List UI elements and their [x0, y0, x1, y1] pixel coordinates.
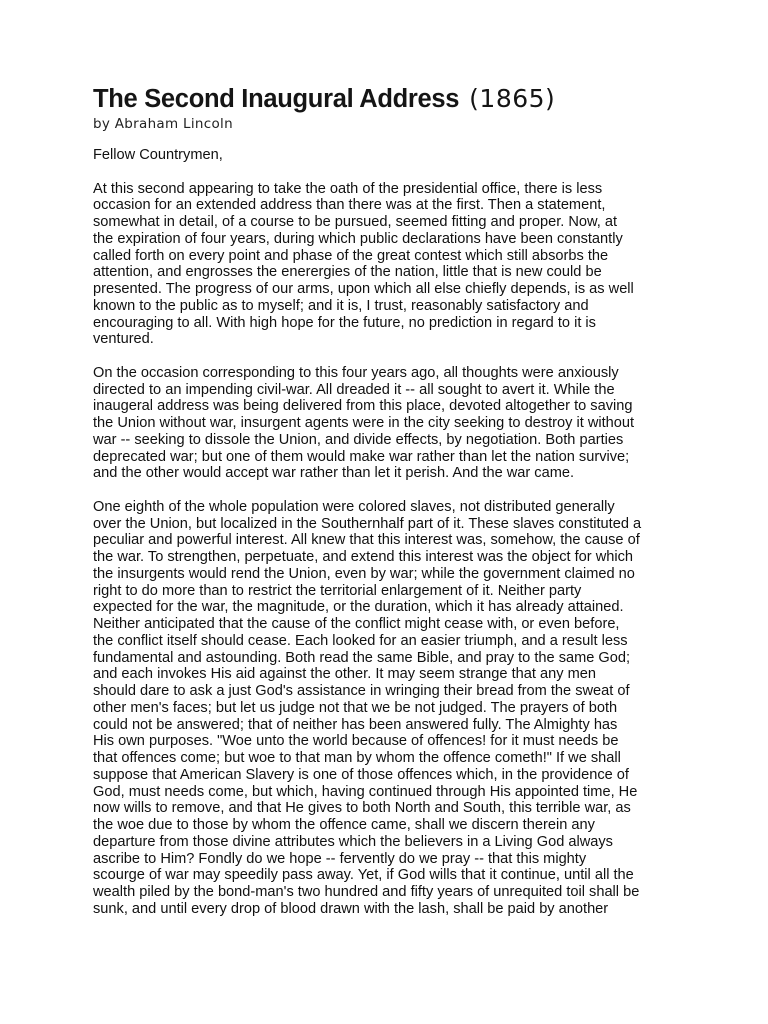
- paragraph: [93, 181, 683, 349]
- text-line: peculiar and powerful interest. All knew that this interest was, somehow, the cause of: [93, 532, 640, 549]
- text-line: the war. To strengthen, perpetuate, and extend this interest was the object for which: [93, 549, 634, 565]
- text-line: encouraging to all. With high hope for the future, no prediction in regard to it is: [93, 314, 596, 331]
- text-line: departure from those divine attributes which the believers in a Living God always: [93, 833, 613, 850]
- text-line: directed to an impending civil-war. All dreaded it -- all sought to avert it. While the: [93, 381, 615, 398]
- text-line: that offences come; but woe to that man by whom the offence cometh!" If we shall: [93, 750, 621, 766]
- text-line: presented. The progress of our arms, upon which all else chiefly depends, is as well: [93, 281, 634, 297]
- text-line: inaugeral address was being delivered from this place, devoted altogether to saving: [93, 398, 633, 415]
- salutation: Fellow Countrymen,: [93, 147, 223, 163]
- text-line: other men's faces; but let us judge not that we be not judged. The prayers of both: [93, 699, 618, 716]
- text-line: fundamental and astounding. Both read the same Bible, and pray to the same God;: [93, 649, 631, 666]
- text-line: the insurgents would rend the Union, even by war; while the government claimed no: [93, 565, 635, 582]
- text-line: ventured.: [93, 331, 154, 348]
- text-line: expected for the war, the magnitude, or the duration, which it has already attained.: [93, 599, 624, 616]
- text-line: wealth piled by the bond-man's two hundred and fifty years of unrequited toil shall be: [93, 884, 640, 900]
- document-page: [93, 84, 683, 918]
- text-line: suppose that American Slavery is one of those offences which, in the providence of: [93, 766, 629, 783]
- paragraph: [93, 499, 683, 918]
- text-line: and the other would accept war rather than let it perish. And the war came.: [93, 465, 575, 482]
- text-line: the expiration of four years, during which public declarations have been constantly: [93, 230, 623, 247]
- text-line: called forth on every point and phase of the great contest which still absorbs the: [93, 247, 609, 264]
- text-line: deprecated war; but one of them would make war rather than let the nation survive;: [93, 448, 630, 465]
- text-line: now wills to remove, and that He gives to both North and South, this terrible war, as: [93, 800, 631, 817]
- text-line: the conflict itself should cease. Each looked for an easier triumph, and a result less: [93, 632, 628, 649]
- paragraph: [93, 365, 683, 482]
- text-line: ascribe to Him? Fondly do we hope -- fervently do we pray -- that this mighty: [93, 850, 587, 867]
- title-row: [93, 84, 683, 114]
- text-line: war -- seeking to dissole the Union, and divide effects, by negotiation. Both parties: [93, 431, 624, 448]
- text-line: right to do more than to restrict the territorial enlargement of it. Neither party: [93, 582, 582, 599]
- text-line: should dare to ask a just God's assistance in wringing their bread from the sweat of: [93, 683, 630, 699]
- document-author: by Abraham Lincoln: [93, 116, 233, 132]
- text-line: known to the public as to myself; and it is, I trust, reasonably satisfactory and: [93, 297, 589, 314]
- text-line: the Union without war, insurgent agents were in the city seeking to destroy it without: [93, 415, 635, 431]
- text-line: the woe due to those by whom the offence came, shall we discern therein any: [93, 817, 595, 833]
- document-year: (1865): [469, 84, 556, 113]
- text-line: At this second appearing to take the oath of the presidential office, there is less: [93, 180, 603, 197]
- text-line: over the Union, but localized in the Southernhalf part of it. These slaves constituted a: [93, 515, 642, 532]
- text-line: God, must needs come, but which, having continued through His appointed time, He: [93, 783, 638, 800]
- document-body: [93, 181, 683, 918]
- text-line: One eighth of the whole population were colored slaves, not distributed generally: [93, 498, 615, 515]
- text-line: His own purposes. "Woe unto the world because of offences! for it must needs be: [93, 733, 619, 750]
- text-line: could not be answered; that of neither has been answered fully. The Almighty has: [93, 716, 618, 733]
- document-title: The Second Inaugural Address: [93, 85, 460, 113]
- text-line: and each invokes His aid against the other. It may seem strange that any men: [93, 666, 596, 683]
- text-line: On the occasion corresponding to this four years ago, all thoughts were anxiously: [93, 364, 619, 381]
- text-line: somewhat in detail, of a course to be pursued, seemed fitting and proper. Now, at: [93, 214, 618, 230]
- text-line: Neither anticipated that the cause of the conflict might cease with, or even before,: [93, 616, 620, 632]
- text-line: attention, and engrosses the enerergies of the nation, little that is new could be: [93, 264, 602, 281]
- text-line: occasion for an extended address than there was at the first. Then a statement,: [93, 197, 606, 214]
- text-line: scourge of war may speedily pass away. Yet, if God wills that it continue, until all the: [93, 867, 634, 884]
- text-line: sunk, and until every drop of blood drawn with the lash, shall be paid by another: [93, 900, 609, 917]
